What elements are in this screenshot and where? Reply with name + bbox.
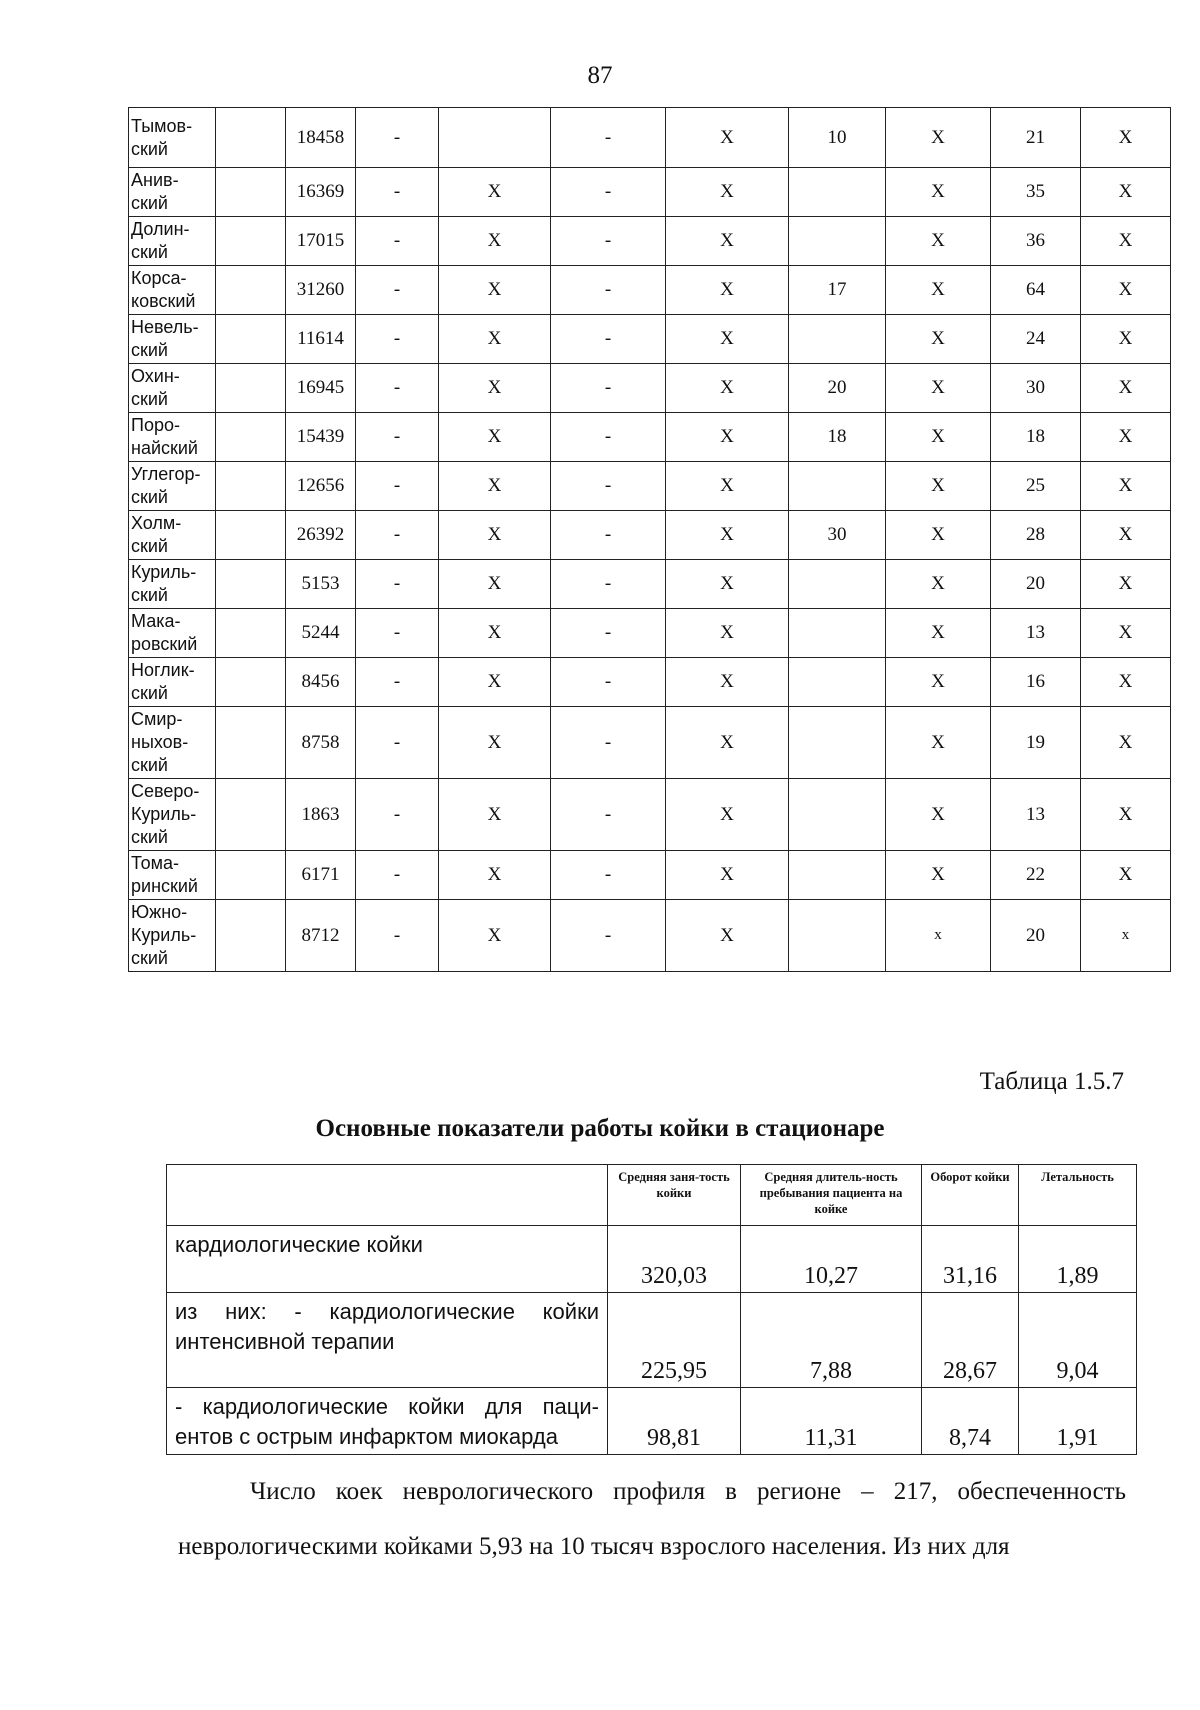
table-cell: -	[356, 851, 439, 900]
table-row	[129, 217, 1171, 266]
table-cell	[216, 217, 286, 266]
table-cell: 8712	[286, 900, 356, 972]
table-cell	[789, 168, 886, 217]
table-cell	[216, 851, 286, 900]
table-row	[129, 364, 1171, 413]
table-cell: 17	[789, 266, 886, 315]
table-row	[167, 1388, 1137, 1455]
value-cell: 8,74	[922, 1388, 1019, 1455]
table-cell	[216, 900, 286, 972]
district-name: Долин-ский	[129, 217, 216, 266]
table-cell: 30	[991, 364, 1081, 413]
table-cell	[789, 217, 886, 266]
table-cell: X	[439, 707, 551, 779]
table-cell	[439, 108, 551, 168]
value-cell: 9,04	[1019, 1293, 1137, 1388]
table-cell: X	[886, 779, 991, 851]
table-cell	[216, 413, 286, 462]
table-cell: -	[551, 779, 666, 851]
table-cell: -	[356, 315, 439, 364]
table-cell: X	[439, 779, 551, 851]
district-name: Тымов-ский	[129, 108, 216, 168]
table-cell: X	[439, 658, 551, 707]
table-cell	[216, 315, 286, 364]
value-cell: 7,88	[741, 1293, 922, 1388]
table-cell: 16945	[286, 364, 356, 413]
table-cell: X	[666, 462, 789, 511]
row-label: из них: - кардиологические койки интенсивной терапии	[167, 1293, 608, 1388]
table-cell: X	[439, 560, 551, 609]
table-cell	[789, 462, 886, 511]
table-cell	[216, 609, 286, 658]
district-name: Поро-найский	[129, 413, 216, 462]
table-cell: -	[551, 413, 666, 462]
table-cell	[789, 779, 886, 851]
table-cell	[216, 707, 286, 779]
table-cell: -	[551, 108, 666, 168]
table-row	[129, 315, 1171, 364]
table-row	[129, 779, 1171, 851]
table-cell: X	[439, 851, 551, 900]
table-cell: -	[551, 900, 666, 972]
table-cell: X	[886, 168, 991, 217]
table-cell: x	[1081, 900, 1171, 972]
table-cell: 8758	[286, 707, 356, 779]
district-name: Корса-ковский	[129, 266, 216, 315]
value-cell: 320,03	[608, 1226, 741, 1293]
table-cell: X	[666, 609, 789, 658]
table-row	[129, 511, 1171, 560]
table-cell: X	[666, 779, 789, 851]
table-cell: X	[886, 108, 991, 168]
table-cell: 13	[991, 609, 1081, 658]
table-cell: -	[551, 851, 666, 900]
table-cell	[789, 707, 886, 779]
table-cell: X	[439, 315, 551, 364]
table-cell: X	[886, 315, 991, 364]
table-cell: -	[356, 609, 439, 658]
table-cell: -	[551, 511, 666, 560]
value-cell: 31,16	[922, 1226, 1019, 1293]
table-cell: 28	[991, 511, 1081, 560]
table-cell: X	[666, 266, 789, 315]
district-name: Южно-Куриль-ский	[129, 900, 216, 972]
table-cell: 17015	[286, 217, 356, 266]
header-cell: Средняя длитель-ность пребывания пациента на койке	[741, 1165, 922, 1226]
table-cell: -	[356, 658, 439, 707]
table-row	[129, 900, 1171, 972]
table-cell: -	[356, 462, 439, 511]
value-cell: 28,67	[922, 1293, 1019, 1388]
table-cell	[216, 511, 286, 560]
value-cell: 1,91	[1019, 1388, 1137, 1455]
table-cell: X	[886, 266, 991, 315]
table-cell: X	[1081, 462, 1171, 511]
table-cell: 21	[991, 108, 1081, 168]
value-cell: 11,31	[741, 1388, 922, 1455]
table-cell: X	[666, 364, 789, 413]
table-cell: 10	[789, 108, 886, 168]
value-cell: 1,89	[1019, 1226, 1137, 1293]
table-cell: 24	[991, 315, 1081, 364]
table-cell	[216, 560, 286, 609]
table-cell: X	[439, 266, 551, 315]
value-cell: 98,81	[608, 1388, 741, 1455]
table-cell: X	[666, 658, 789, 707]
table-row	[167, 1226, 1137, 1293]
table-cell: X	[1081, 560, 1171, 609]
table-cell: X	[886, 707, 991, 779]
district-table	[128, 107, 1171, 972]
table-cell: 15439	[286, 413, 356, 462]
table-cell	[789, 900, 886, 972]
table-cell: 20	[789, 364, 886, 413]
table-cell: X	[439, 511, 551, 560]
table-cell: -	[356, 108, 439, 168]
paragraph-line: неврологическими койками 5,93 на 10 тысяч взрослого населения. Из них для	[178, 1533, 1010, 1560]
table-cell: X	[666, 217, 789, 266]
table-row	[129, 413, 1171, 462]
table-cell	[789, 609, 886, 658]
table-cell: -	[551, 462, 666, 511]
table-cell: X	[886, 658, 991, 707]
header-cell: Летальность	[1019, 1165, 1137, 1226]
table-cell	[789, 560, 886, 609]
header-cell: Средняя заня-тость койки	[608, 1165, 741, 1226]
value-cell: 225,95	[608, 1293, 741, 1388]
table-row	[129, 462, 1171, 511]
table-cell: -	[356, 364, 439, 413]
table-cell: 8456	[286, 658, 356, 707]
table-cell: X	[666, 560, 789, 609]
table-cell: X	[439, 413, 551, 462]
table-cell: 19	[991, 707, 1081, 779]
row-label: - кардиологические койки для паци-ентов с острым инфарктом миокарда	[167, 1388, 608, 1455]
table-cell	[789, 315, 886, 364]
table-cell: -	[551, 364, 666, 413]
table-cell: X	[666, 168, 789, 217]
table-cell: 26392	[286, 511, 356, 560]
page-number: 87	[587, 62, 613, 89]
table-cell: 25	[991, 462, 1081, 511]
table-cell: 30	[789, 511, 886, 560]
table-cell: -	[356, 779, 439, 851]
table-cell: -	[551, 560, 666, 609]
table-cell: 12656	[286, 462, 356, 511]
table-cell	[216, 108, 286, 168]
table-cell: -	[356, 266, 439, 315]
body-paragraph	[178, 1464, 1126, 1574]
table-cell: X	[1081, 108, 1171, 168]
table-cell: X	[439, 462, 551, 511]
table-cell: 20	[991, 900, 1081, 972]
table-cell: X	[1081, 511, 1171, 560]
value-cell: 10,27	[741, 1226, 922, 1293]
table-cell: X	[1081, 413, 1171, 462]
table-row	[129, 851, 1171, 900]
table-cell: -	[551, 315, 666, 364]
table-cell: X	[439, 900, 551, 972]
table-cell: X	[1081, 658, 1171, 707]
table-cell: 13	[991, 779, 1081, 851]
table-cell: 35	[991, 168, 1081, 217]
table-cell: X	[439, 609, 551, 658]
table-cell: -	[551, 217, 666, 266]
table-cell	[216, 364, 286, 413]
table-cell	[216, 168, 286, 217]
table-cell: 16	[991, 658, 1081, 707]
table-cell: 64	[991, 266, 1081, 315]
table-cell: X	[1081, 364, 1171, 413]
district-name: Анив-ский	[129, 168, 216, 217]
district-name: Ноглик-ский	[129, 658, 216, 707]
table-cell: -	[356, 217, 439, 266]
table-row	[129, 108, 1171, 168]
table-row	[129, 266, 1171, 315]
district-name: Смир-ныхов-ский	[129, 707, 216, 779]
table-cell: 5153	[286, 560, 356, 609]
table-cell: 31260	[286, 266, 356, 315]
beds-table	[166, 1164, 1137, 1455]
table-row	[167, 1293, 1137, 1388]
table-cell: X	[1081, 779, 1171, 851]
table-cell: 11614	[286, 315, 356, 364]
paragraph-line: Число коек неврологического профиля в регионе – 217, обеспеченность	[250, 1478, 1126, 1505]
table-cell: X	[886, 609, 991, 658]
district-name: Тома-ринский	[129, 851, 216, 900]
table-cell: X	[666, 511, 789, 560]
table-cell: 6171	[286, 851, 356, 900]
table-cell: 18	[991, 413, 1081, 462]
table-cell: -	[356, 900, 439, 972]
table-cell: X	[439, 168, 551, 217]
district-name: Невель-ский	[129, 315, 216, 364]
table-cell: -	[356, 413, 439, 462]
table-cell: X	[1081, 266, 1171, 315]
table-cell: x	[886, 900, 991, 972]
table-cell: 20	[991, 560, 1081, 609]
beds-table-header	[167, 1165, 1137, 1226]
table-cell: 22	[991, 851, 1081, 900]
table-cell	[216, 658, 286, 707]
district-name: Холм-ский	[129, 511, 216, 560]
table-cell: 18	[789, 413, 886, 462]
table-cell: -	[551, 609, 666, 658]
table-cell: -	[551, 168, 666, 217]
table-cell: X	[666, 851, 789, 900]
district-name: Охин-ский	[129, 364, 216, 413]
table-cell: X	[886, 560, 991, 609]
table-cell: X	[886, 462, 991, 511]
table-cell: X	[886, 511, 991, 560]
table-cell: X	[666, 108, 789, 168]
header-cell: Оборот койки	[922, 1165, 1019, 1226]
table-cell: 36	[991, 217, 1081, 266]
table-cell: -	[356, 168, 439, 217]
table-cell: -	[551, 266, 666, 315]
table-cell: X	[886, 217, 991, 266]
district-name: Куриль-ский	[129, 560, 216, 609]
table-cell	[789, 851, 886, 900]
district-name: Мака-ровский	[129, 609, 216, 658]
district-name: Углегор-ский	[129, 462, 216, 511]
table-caption: Таблица 1.5.7	[979, 1068, 1124, 1095]
table-cell: X	[1081, 217, 1171, 266]
table-cell	[216, 462, 286, 511]
table-cell: X	[886, 413, 991, 462]
table-row	[129, 707, 1171, 779]
table-cell: -	[356, 560, 439, 609]
table-row	[129, 168, 1171, 217]
header-cell	[167, 1165, 608, 1226]
table-cell: X	[666, 707, 789, 779]
table-cell: X	[439, 217, 551, 266]
table-row	[129, 658, 1171, 707]
table-cell: X	[666, 413, 789, 462]
table-cell	[216, 266, 286, 315]
table-title: Основные показатели работы койки в стационаре	[315, 1115, 885, 1142]
row-label: кардиологические койки	[167, 1226, 608, 1293]
table-cell: X	[1081, 168, 1171, 217]
table-cell: X	[886, 364, 991, 413]
table-cell: -	[551, 658, 666, 707]
table-cell: X	[439, 364, 551, 413]
table-cell: X	[1081, 315, 1171, 364]
table-cell: X	[1081, 707, 1171, 779]
table-cell: -	[356, 511, 439, 560]
district-name: Северо-Куриль-ский	[129, 779, 216, 851]
table-cell: X	[666, 315, 789, 364]
table-cell: -	[356, 707, 439, 779]
table-cell: X	[1081, 851, 1171, 900]
table-cell: X	[886, 851, 991, 900]
table-cell: -	[551, 707, 666, 779]
table-cell: 5244	[286, 609, 356, 658]
table-cell: 16369	[286, 168, 356, 217]
table-row	[129, 560, 1171, 609]
table-cell	[789, 658, 886, 707]
table-cell: 1863	[286, 779, 356, 851]
table-cell: 18458	[286, 108, 356, 168]
table-cell: X	[666, 900, 789, 972]
table-cell	[216, 779, 286, 851]
table-cell: X	[1081, 609, 1171, 658]
table-row	[129, 609, 1171, 658]
